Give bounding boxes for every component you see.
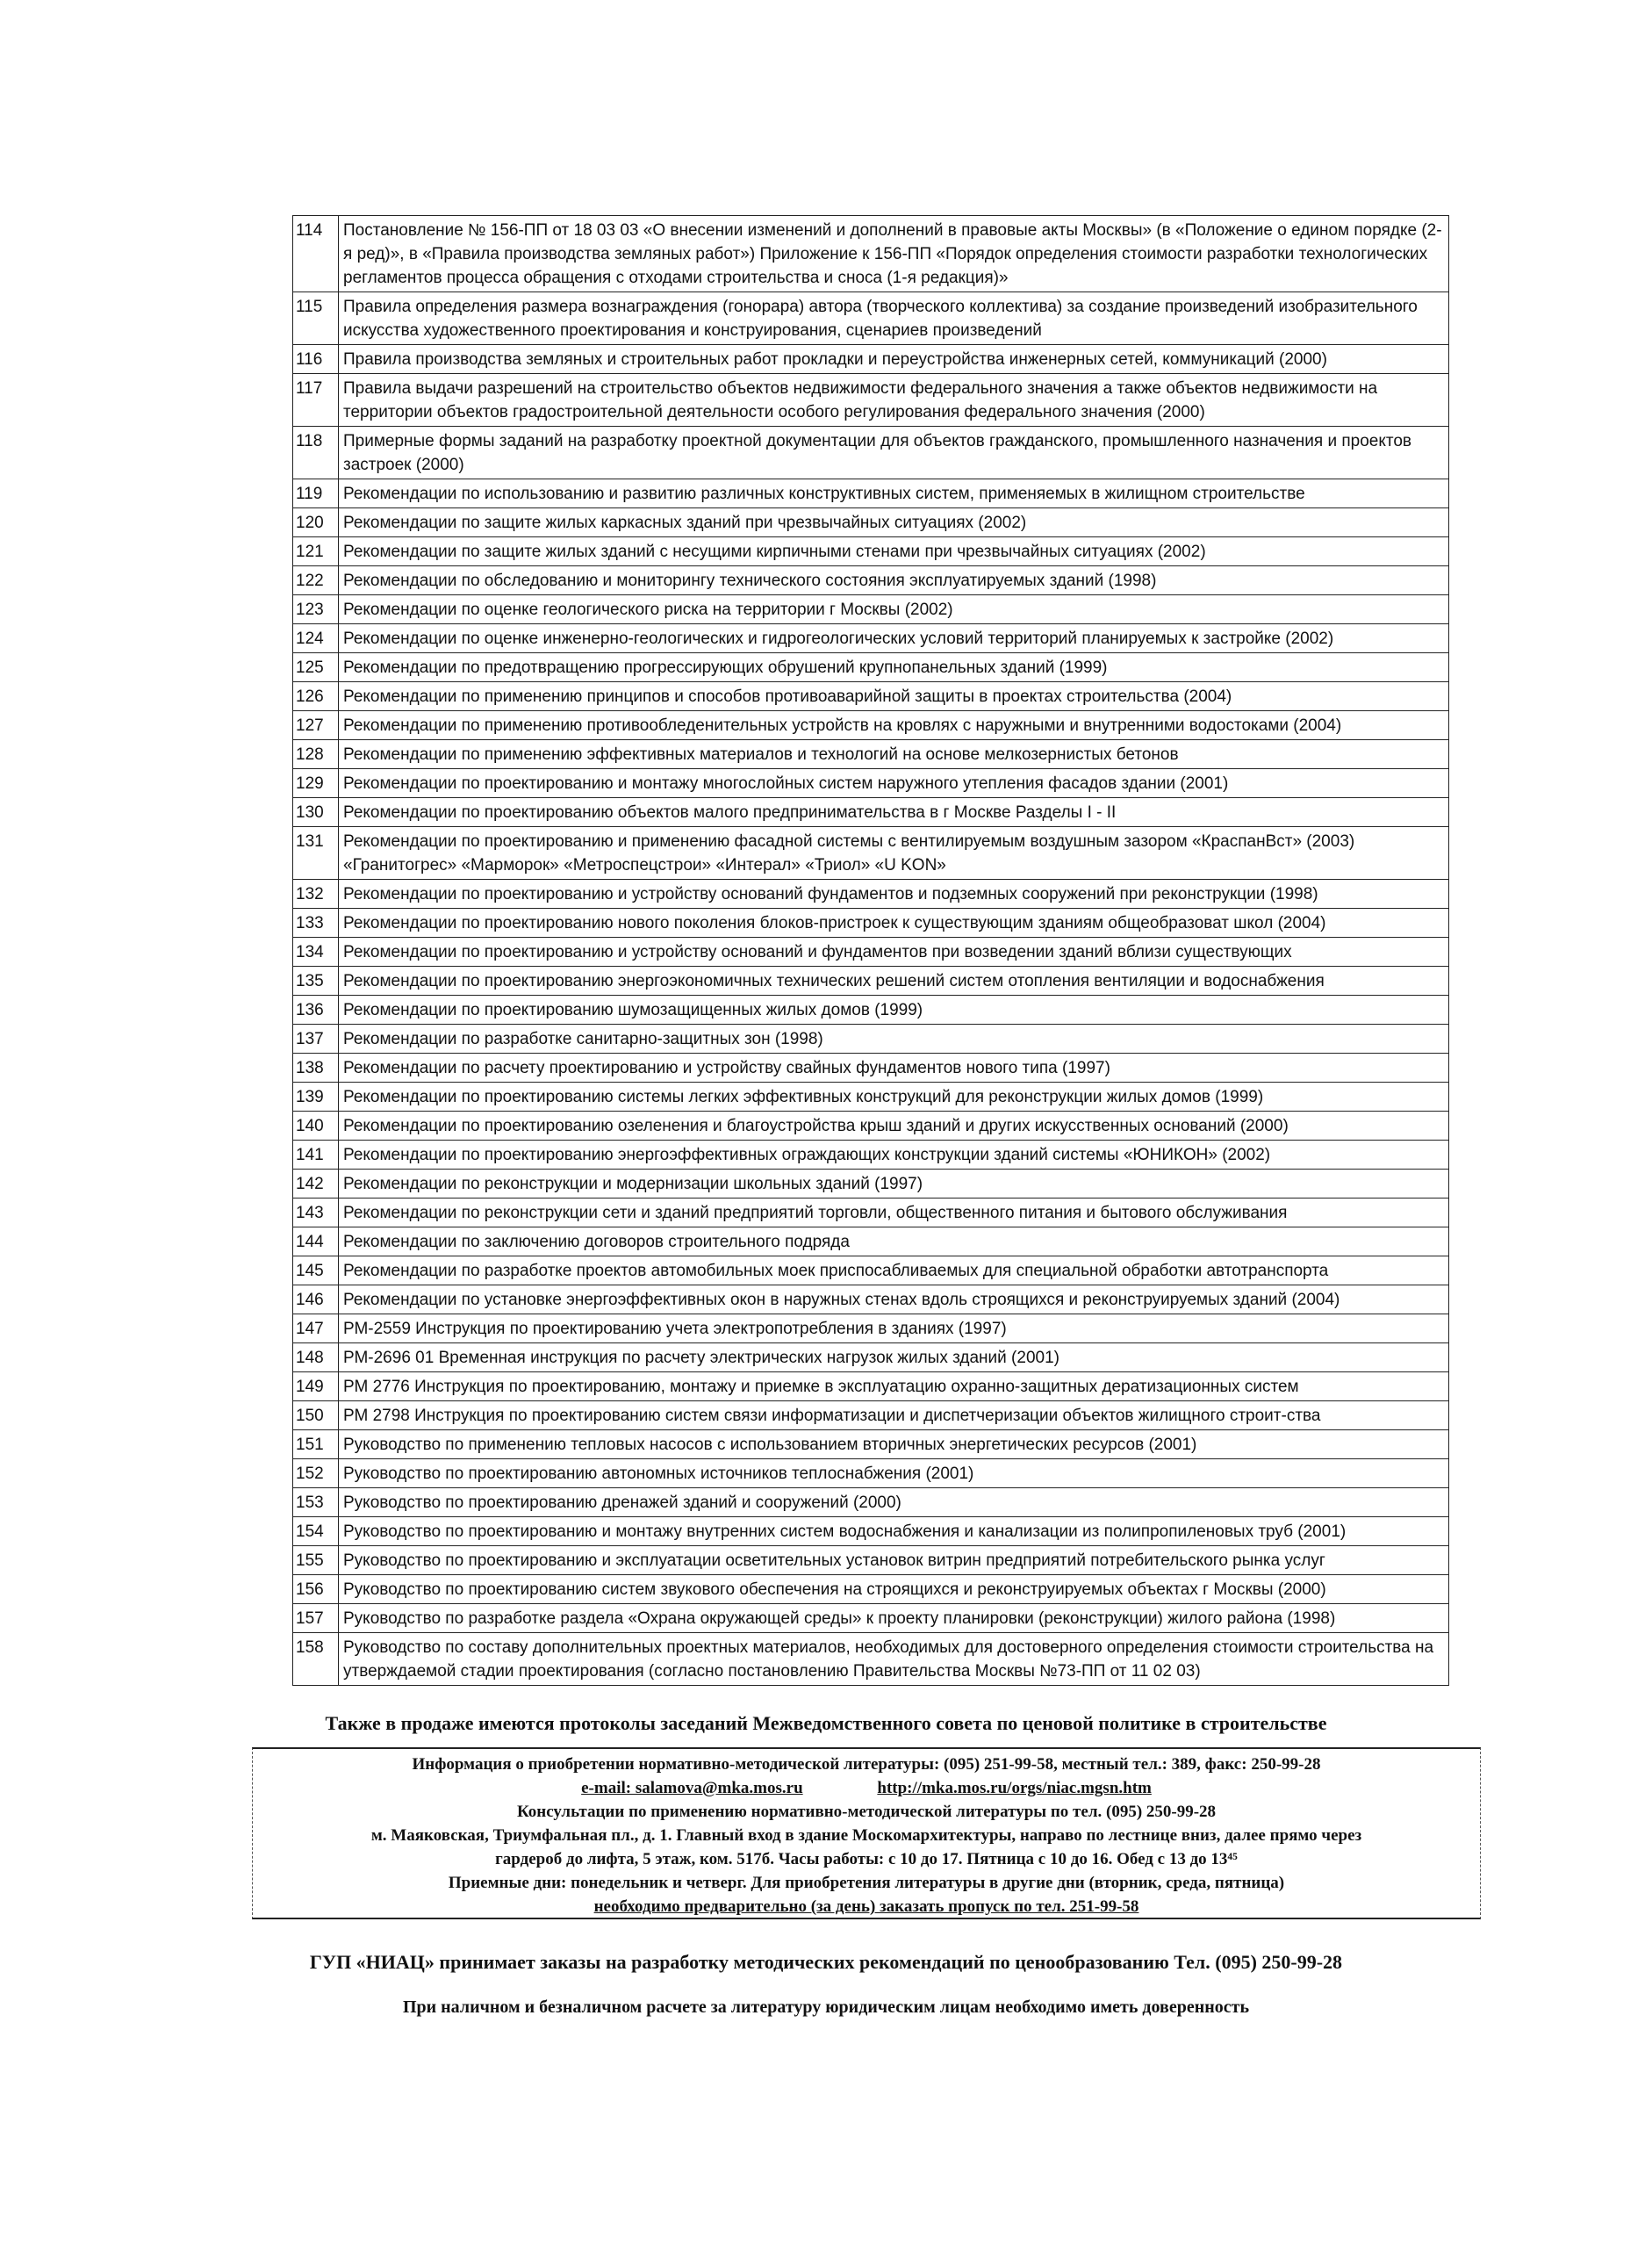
row-title: Руководство по разработке раздела «Охрана окружающей среды» к проекту планировки (реконструкции) жилого района (1998) <box>339 1604 1449 1633</box>
row-number: 150 <box>293 1401 339 1430</box>
table-row <box>293 1112 1449 1141</box>
table-row <box>293 827 1449 880</box>
row-number: 129 <box>293 769 339 798</box>
row-title: Правила выдачи разрешений на строительство объектов недвижимости федерального значения а также объектов недвижимости на территории объектов градостроительной деятельности особого регулирования федерального значения (2000) <box>339 374 1449 427</box>
table-row <box>293 1517 1449 1546</box>
row-title: Рекомендации по проектированию системы легких эффективных конструкций для реконструкции жилых домов (1999) <box>339 1083 1449 1112</box>
row-number: 132 <box>293 880 339 909</box>
table-row <box>293 967 1449 996</box>
table-row <box>293 880 1449 909</box>
row-title: Рекомендации по проектированию энергоэкономичных технических решений систем отопления вентиляции и водоснабжения <box>339 967 1449 996</box>
row-title: Правила производства земляных и строительных работ прокладки и переустройства инженерных сетей, коммуникаций (2000) <box>339 345 1449 374</box>
table-row <box>293 1025 1449 1054</box>
row-title: Руководство по составу дополнительных проектных материалов, необходимых для достоверного определения стоимости строительства на утверждаемой стадии проектирования (согласно постановлению Правительства Москвы №73-ПП от 11 02 03) <box>339 1633 1449 1686</box>
website-link[interactable]: http://mka.mos.ru/orgs/niac.mgsn.htm <box>877 1779 1152 1797</box>
row-number: 130 <box>293 798 339 827</box>
row-number: 137 <box>293 1025 339 1054</box>
table-row <box>293 769 1449 798</box>
email-link[interactable]: e-mail: salamova@mka.mos.ru <box>581 1779 803 1797</box>
table-row <box>293 427 1449 479</box>
table-row <box>293 1372 1449 1401</box>
table-row <box>293 909 1449 938</box>
row-title: Рекомендации по использованию и развитию различных конструктивных систем, применяемых в жилищном строительстве <box>339 479 1449 508</box>
row-number: 158 <box>293 1633 339 1686</box>
row-title: РМ 2798 Инструкция по проектированию систем связи информатизации и диспетчеризации объектов жилищного строит-ства <box>339 1401 1449 1430</box>
row-title: Руководство по проектированию дренажей зданий и сооружений (2000) <box>339 1488 1449 1517</box>
table-row <box>293 1488 1449 1517</box>
niac-orders-note: ГУП «НИАЦ» принимает заказы на разработку методических рекомендаций по ценообразованию Тел. (095) 250-99-28 <box>309 1951 1343 1973</box>
row-number: 125 <box>293 653 339 682</box>
protocols-note: Также в продаже имеются протоколы заседаний Межведомственного совета по ценовой политике в строительстве <box>325 1712 1327 1734</box>
table-row <box>293 508 1449 537</box>
table-row <box>293 1227 1449 1256</box>
row-title: Рекомендации по проектированию нового поколения блоков-пристроек к существующим зданиям общеобразоват школ (2004) <box>339 909 1449 938</box>
table-row <box>293 479 1449 508</box>
row-title: Рекомендации по проектированию и устройству оснований фундаментов и подземных сооружений при реконструкции (1998) <box>339 880 1449 909</box>
row-title: РМ-2559 Инструкция по проектированию учета электропотребления в зданиях (1997) <box>339 1314 1449 1343</box>
row-number: 157 <box>293 1604 339 1633</box>
row-number: 149 <box>293 1372 339 1401</box>
row-number: 122 <box>293 566 339 595</box>
row-number: 147 <box>293 1314 339 1343</box>
catalog-table <box>292 215 1449 1686</box>
reception-days-line: Приемные дни: понедельник и четверг. Для приобретения литературы в другие дни (вторник, среда, пятница) <box>448 1874 1285 1892</box>
row-title: Рекомендации по обследованию и мониторингу технического состояния эксплуатируемых зданий (1998) <box>339 566 1449 595</box>
table-row <box>293 1575 1449 1604</box>
row-number: 131 <box>293 827 339 880</box>
row-title: Рекомендации по установке энергоэффективных окон в наружных стенах вдоль строящихся и реконструируемых зданий (2004) <box>339 1285 1449 1314</box>
table-row <box>293 1083 1449 1112</box>
row-number: 120 <box>293 508 339 537</box>
row-number: 133 <box>293 909 339 938</box>
row-number: 114 <box>293 216 339 292</box>
row-title: Рекомендации по применению принципов и способов противоаварийной защиты в проектах строительства (2004) <box>339 682 1449 711</box>
row-title: Рекомендации по проектированию озеленения и благоустройства крыш зданий и других искусственных оснований (2000) <box>339 1112 1449 1141</box>
purchase-phone-line: Информация о приобретении нормативно-методической литературы: (095) 251-99-58, местный тел.: 389, факс: 250-99-28 <box>412 1755 1321 1774</box>
row-title: Рекомендации по проектированию объектов малого предпринимательства в г Москве Разделы I - II <box>339 798 1449 827</box>
row-title: Рекомендации по применению эффективных материалов и технологий на основе мелкозернистых бетонов <box>339 740 1449 769</box>
row-title: Руководство по применению тепловых насосов с использованием вторичных энергетических ресурсов (2001) <box>339 1430 1449 1459</box>
row-title: Рекомендации по проектированию и монтажу многослойных систем наружного утепления фасадов здании (2001) <box>339 769 1449 798</box>
table-row <box>293 374 1449 427</box>
row-number: 148 <box>293 1343 339 1372</box>
table-row <box>293 1546 1449 1575</box>
table-row <box>293 1459 1449 1488</box>
row-number: 156 <box>293 1575 339 1604</box>
row-title: Примерные формы заданий на разработку проектной документации для объектов гражданского, промышленного назначения и проектов застроек (2000) <box>339 427 1449 479</box>
row-number: 135 <box>293 967 339 996</box>
row-title: Рекомендации по реконструкции и модернизации школьных зданий (1997) <box>339 1170 1449 1198</box>
row-number: 141 <box>293 1141 339 1170</box>
table-row <box>293 1604 1449 1633</box>
row-title: Рекомендации по оценке геологического риска на территории г Москвы (2002) <box>339 595 1449 624</box>
table-row <box>293 938 1449 967</box>
table-row <box>293 1314 1449 1343</box>
row-title: РМ-2696 01 Временная инструкция по расчету электрических нагрузок жилых зданий (2001) <box>339 1343 1449 1372</box>
pass-order-line: необходимо предварительно (за день) заказать пропуск по тел. 251-99-58 <box>593 1897 1139 1916</box>
row-number: 115 <box>293 292 339 345</box>
row-title: Рекомендации по разработке проектов автомобильных моек приспосабливаемых для специальной обработки автотранспорта <box>339 1256 1449 1285</box>
row-number: 140 <box>293 1112 339 1141</box>
row-number: 153 <box>293 1488 339 1517</box>
table-row <box>293 1141 1449 1170</box>
table-row <box>293 1430 1449 1459</box>
table-row <box>293 1198 1449 1227</box>
table-row <box>293 537 1449 566</box>
row-number: 121 <box>293 537 339 566</box>
row-title: Рекомендации по защите жилых каркасных зданий при чрезвычайных ситуациях (2002) <box>339 508 1449 537</box>
table-row <box>293 624 1449 653</box>
table-row <box>293 345 1449 374</box>
table-row <box>293 1633 1449 1686</box>
table-row <box>293 1285 1449 1314</box>
table-row <box>293 682 1449 711</box>
row-title: Рекомендации по проектированию и применению фасадной системы с вентилируемым воздушным зазором «КраспанВст» (2003) «Гранитогрес» «Марморок» «Метроспецстрои» «Интерал» «Триол» «U KON» <box>339 827 1449 880</box>
row-number: 142 <box>293 1170 339 1198</box>
table-row <box>293 996 1449 1025</box>
row-number: 127 <box>293 711 339 740</box>
row-title: Рекомендации по реконструкции сети и зданий предприятий торговли, общественного питания и бытового обслуживания <box>339 1198 1449 1227</box>
row-number: 143 <box>293 1198 339 1227</box>
address-line: м. Маяковская, Триумфальная пл., д. 1. Главный вход в здание Москомархитектуры, направо по лестнице вниз, далее прямо через <box>370 1826 1362 1845</box>
consultation-line: Консультации по применению нормативно-методической литературы по тел. (095) 250-99-28 <box>516 1803 1217 1821</box>
row-number: 155 <box>293 1546 339 1575</box>
row-title: Постановление № 156-ПП от 18 03 03 «О внесении изменений и дополнений в правовые акты Москвы» (в «Положение о едином порядке (2-я ред)», в «Правила производства земляных работ») Приложение к 156-ПП «Порядок определения стоимости разработки технологических регламентов процесса обращения с отходами строительства и сноса (1-я редакция)» <box>339 216 1449 292</box>
row-number: 144 <box>293 1227 339 1256</box>
row-number: 139 <box>293 1083 339 1112</box>
row-title: Руководство по проектированию и эксплуатации осветительных установок витрин предприятий потребительского рынка услуг <box>339 1546 1449 1575</box>
row-title: Рекомендации по расчету проектированию и устройству свайных фундаментов нового типа (1997) <box>339 1054 1449 1083</box>
table-row <box>293 1401 1449 1430</box>
table-row <box>293 566 1449 595</box>
row-number: 116 <box>293 345 339 374</box>
row-title: Руководство по проектированию систем звукового обеспечения на строящихся и реконструируемых объектах г Москвы (2000) <box>339 1575 1449 1604</box>
row-title: Рекомендации по защите жилых зданий с несущими кирпичными стенами при чрезвычайных ситуациях (2002) <box>339 537 1449 566</box>
table-row <box>293 595 1449 624</box>
table-row <box>293 798 1449 827</box>
row-number: 154 <box>293 1517 339 1546</box>
row-title: Правила определения размера вознаграждения (гонорара) автора (творческого коллектива) за создание произведений изобразительного искусства художественного проектирования и конструирования, сценариев произведений <box>339 292 1449 345</box>
table-row <box>293 1343 1449 1372</box>
row-title: Рекомендации по заключению договоров строительного подряда <box>339 1227 1449 1256</box>
table-row <box>293 292 1449 345</box>
hours-line: гардероб до лифта, 5 этаж, ком. 517б. Часы работы: с 10 до 17. Пятница с 10 до 16. Обед с 13 до 13⁴⁵ <box>495 1850 1238 1868</box>
purchase-info-box <box>252 1747 1481 1919</box>
table-row <box>293 1170 1449 1198</box>
table-row <box>293 1256 1449 1285</box>
table-row <box>293 653 1449 682</box>
row-title: Рекомендации по проектированию энергоэффективных ограждающих конструкции зданий системы «ЮНИКОН» (2002) <box>339 1141 1449 1170</box>
row-number: 126 <box>293 682 339 711</box>
power-of-attorney-note: При наличном и безналичном расчете за литературу юридическим лицам необходимо иметь доверенность <box>402 1997 1250 2017</box>
row-title: Рекомендации по разработке санитарно-защитных зон (1998) <box>339 1025 1449 1054</box>
row-title: Рекомендации по применению противообледенительных устройств на кровлях с наружными и внутренними водостоками (2004) <box>339 711 1449 740</box>
row-number: 136 <box>293 996 339 1025</box>
table-row <box>293 711 1449 740</box>
row-number: 138 <box>293 1054 339 1083</box>
row-number: 145 <box>293 1256 339 1285</box>
table-row <box>293 216 1449 292</box>
row-number: 124 <box>293 624 339 653</box>
row-number: 152 <box>293 1459 339 1488</box>
row-number: 123 <box>293 595 339 624</box>
row-title: Рекомендации по предотвращению прогрессирующих обрушений крупнопанельных зданий (1999) <box>339 653 1449 682</box>
row-number: 151 <box>293 1430 339 1459</box>
row-title: Руководство по проектированию автономных источников теплоснабжения (2001) <box>339 1459 1449 1488</box>
row-title: Рекомендации по проектированию шумозащищенных жилых домов (1999) <box>339 996 1449 1025</box>
row-title: Рекомендации по оценке инженерно-геологических и гидрогеологических условий территорий планируемых к застройке (2002) <box>339 624 1449 653</box>
row-number: 128 <box>293 740 339 769</box>
row-number: 134 <box>293 938 339 967</box>
row-title: РМ 2776 Инструкция по проектированию, монтажу и приемке в эксплуатацию охранно-защитных дератизационных систем <box>339 1372 1449 1401</box>
row-number: 146 <box>293 1285 339 1314</box>
row-title: Руководство по проектированию и монтажу внутренних систем водоснабжения и канализации из полипропиленовых труб (2001) <box>339 1517 1449 1546</box>
row-number: 118 <box>293 427 339 479</box>
row-number: 117 <box>293 374 339 427</box>
contact-links-line <box>253 1776 1480 1800</box>
table-row <box>293 1054 1449 1083</box>
table-row <box>293 740 1449 769</box>
row-number: 119 <box>293 479 339 508</box>
row-title: Рекомендации по проектированию и устройству оснований и фундаментов при возведении зданий вблизи существующих <box>339 938 1449 967</box>
